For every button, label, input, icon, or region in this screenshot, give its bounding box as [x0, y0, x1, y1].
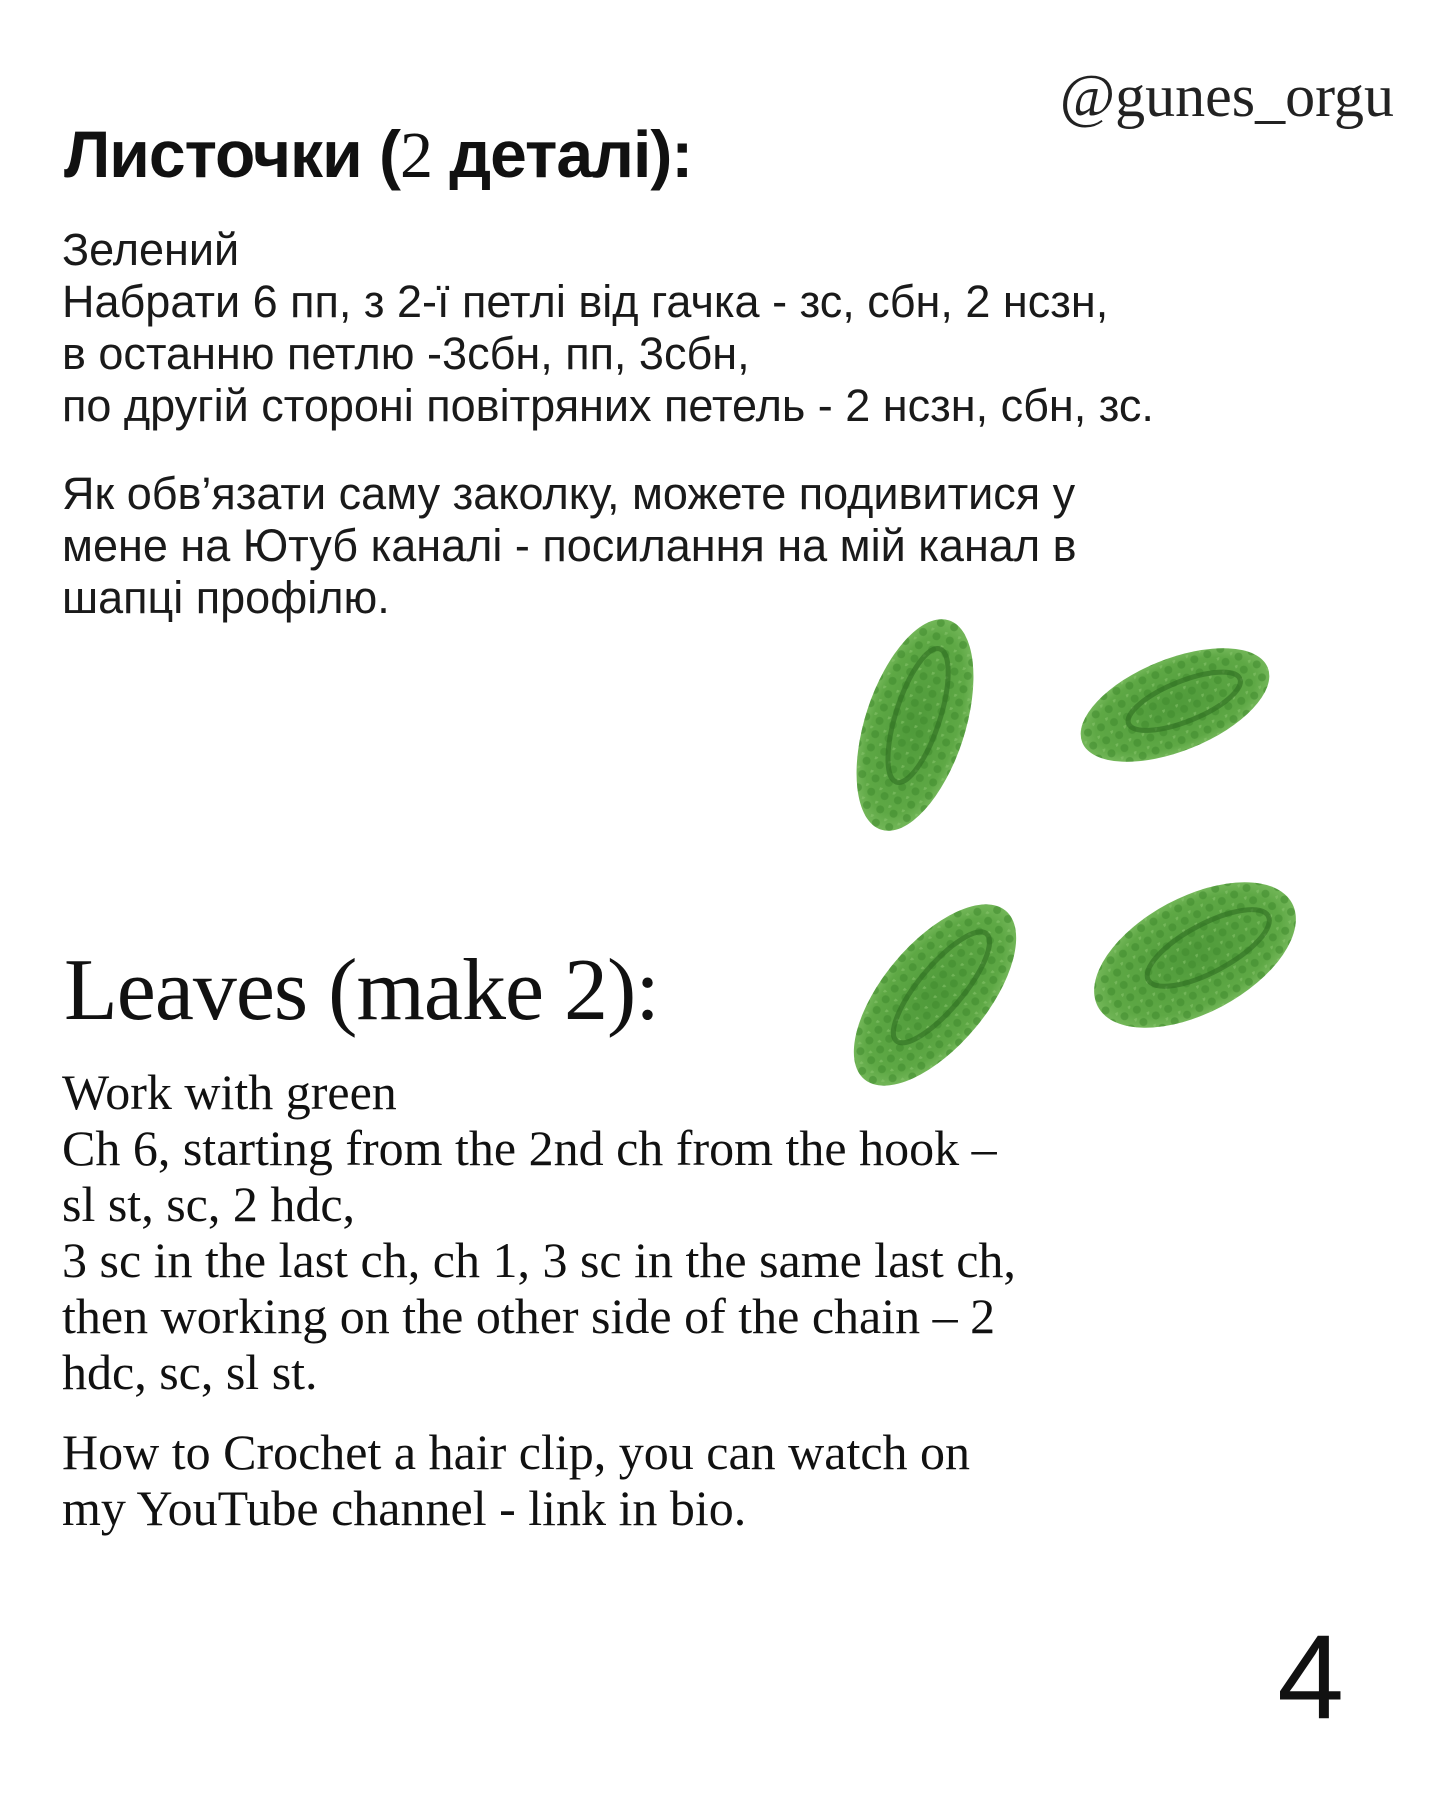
ukrainian-note-line: шапці профілю. — [62, 572, 390, 623]
author-handle: @gunes_orgu — [1059, 63, 1394, 129]
ukrainian-instructions — [62, 224, 1402, 432]
page-number: 4 — [1277, 1610, 1344, 1744]
english-instruction-line: Work with green — [62, 1064, 397, 1120]
english-instructions — [62, 1064, 1262, 1400]
english-instruction-line: Ch 6, starting from the 2nd ch from the hook – — [62, 1120, 997, 1176]
english-note-line: How to Crochet a hair clip, you can watch on — [62, 1424, 971, 1480]
ukrainian-title — [64, 116, 692, 194]
crochet-leaf-4 — [1071, 852, 1320, 1058]
ukrainian-title-suffix: деталі): — [431, 117, 693, 191]
ukrainian-note-line: Як обв’язати саму заколку, можете подивитися у — [62, 468, 1076, 519]
ukrainian-instruction-line: в останню петлю -3сбн, пп, 3сбн, — [62, 328, 750, 379]
crochet-leaf-1 — [833, 605, 996, 845]
ukrainian-title-number: 2 — [399, 119, 432, 192]
english-instruction-line: sl st, sc, 2 hdc, — [62, 1176, 356, 1232]
ukrainian-title-prefix: Листочки ( — [64, 117, 400, 191]
english-note-line: my YouTube channel - link in bio. — [62, 1480, 747, 1536]
english-instruction-line: 3 sc in the last ch, ch 1, 3 sc in the same last ch, — [62, 1232, 1016, 1288]
crochet-leaf-2 — [1065, 625, 1285, 785]
english-note — [62, 1424, 1262, 1536]
ukrainian-instruction-line: Набрати 6 пп, з 2-ї петлі від гачка - зс, сбн, 2 нсзн, — [62, 276, 1109, 327]
crochet-leaves-photo — [830, 600, 1350, 1100]
english-instruction-line: hdc, sc, sl st. — [62, 1344, 318, 1400]
ukrainian-note-line: мене на Ютуб каналі - посилання на мій канал в — [62, 520, 1077, 571]
ukrainian-instruction-line: по другій стороні повітряних петель - 2 нсзн, сбн, зс. — [62, 380, 1154, 431]
english-instruction-line: then working on the other side of the chain – 2 — [62, 1288, 996, 1344]
ukrainian-instruction-line: Зелений — [62, 224, 240, 275]
english-title: Leaves (make 2): — [64, 942, 659, 1039]
